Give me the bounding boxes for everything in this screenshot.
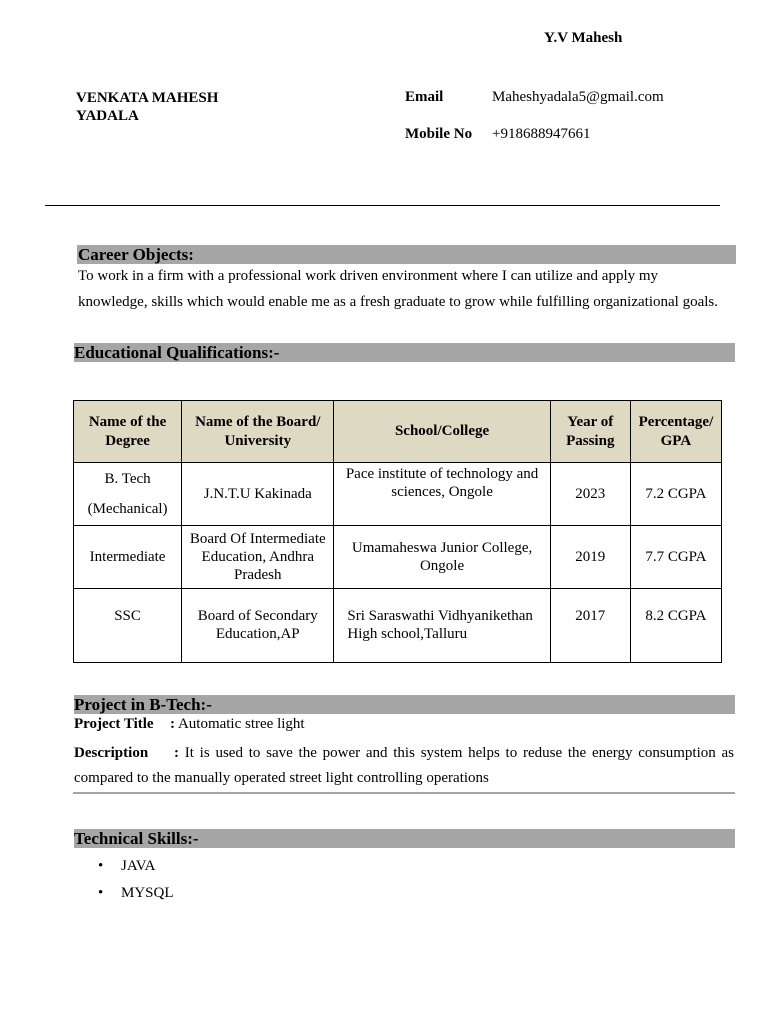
career-text: To work in a firm with a professional work driven environment where I can utilize and apply my knowledge, skills which would enable me as a fresh graduate to grow while fulfilling organizational goals. bbox=[78, 268, 718, 310]
skill-label: JAVA bbox=[121, 858, 156, 874]
column-header: School/College bbox=[334, 401, 550, 463]
column-header: Name of the Board/ University bbox=[182, 401, 334, 463]
degree-branch: (Mechanical) bbox=[87, 501, 168, 517]
project-title-row bbox=[74, 716, 305, 733]
mobile-label: Mobile No bbox=[405, 126, 473, 142]
score-cell: 7.7 CGPA bbox=[630, 526, 721, 589]
email-label: Email bbox=[405, 89, 444, 105]
project-title-separator: : bbox=[170, 716, 175, 732]
skill-label: MYSQL bbox=[121, 885, 174, 901]
header-short-name: Y.V Mahesh bbox=[544, 30, 623, 46]
education-table bbox=[73, 400, 722, 663]
school-cell: Sri Saraswathi Vidhyanikethan High school,Talluru bbox=[334, 589, 550, 663]
mobile-value: +918688947661 bbox=[492, 126, 591, 142]
header-divider bbox=[45, 205, 720, 206]
column-header: Year of Passing bbox=[550, 401, 630, 463]
list-item bbox=[98, 885, 174, 902]
score-cell: 8.2 CGPA bbox=[630, 589, 721, 663]
project-heading: Project in B-Tech:- bbox=[74, 695, 735, 714]
skills-heading: Technical Skills:- bbox=[74, 829, 735, 848]
table-header-row bbox=[74, 401, 722, 463]
project-title-value: Automatic stree light bbox=[177, 716, 305, 732]
career-heading: Career Objects: bbox=[77, 245, 736, 264]
project-description-value: It is used to save the power and this system helps to reduse the energy consumption as compared to the manually operated street light controlling operations bbox=[74, 745, 734, 786]
degree-name: B. Tech bbox=[104, 471, 151, 487]
board-cell: Board Of Intermediate Education, Andhra Pradesh bbox=[182, 526, 334, 589]
table-row bbox=[74, 589, 722, 663]
project-description-row bbox=[74, 741, 734, 791]
list-item bbox=[98, 858, 155, 875]
year-cell: 2019 bbox=[550, 526, 630, 589]
column-header: Name of the Degree bbox=[74, 401, 182, 463]
year-cell: 2023 bbox=[550, 463, 630, 526]
school-cell: Umamaheswa Junior College, Ongole bbox=[334, 526, 550, 589]
school-cell: Pace institute of technology and sciences, Ongole bbox=[334, 463, 550, 526]
score-cell: 7.2 CGPA bbox=[630, 463, 721, 526]
bullet-icon: • bbox=[98, 858, 104, 874]
degree-cell: Intermediate bbox=[74, 526, 182, 589]
project-description-separator: : bbox=[174, 745, 179, 761]
project-title-label: Project Title bbox=[74, 716, 154, 732]
table-row bbox=[74, 526, 722, 589]
degree-cell: SSC bbox=[74, 589, 182, 663]
email-value: Maheshyadala5@gmail.com bbox=[492, 89, 664, 105]
board-cell: J.N.T.U Kakinada bbox=[182, 463, 334, 526]
table-row bbox=[74, 463, 722, 526]
degree-cell bbox=[74, 463, 182, 526]
project-description-label: Description bbox=[74, 745, 149, 761]
year-cell: 2017 bbox=[550, 589, 630, 663]
education-heading: Educational Qualifications:- bbox=[74, 343, 735, 362]
bullet-icon: • bbox=[98, 885, 104, 901]
board-cell: Board of Secondary Education,AP bbox=[182, 589, 334, 663]
project-divider bbox=[73, 792, 735, 794]
column-header: Percentage/ GPA bbox=[630, 401, 721, 463]
full-name: VENKATA MAHESH YADALA bbox=[76, 90, 219, 124]
